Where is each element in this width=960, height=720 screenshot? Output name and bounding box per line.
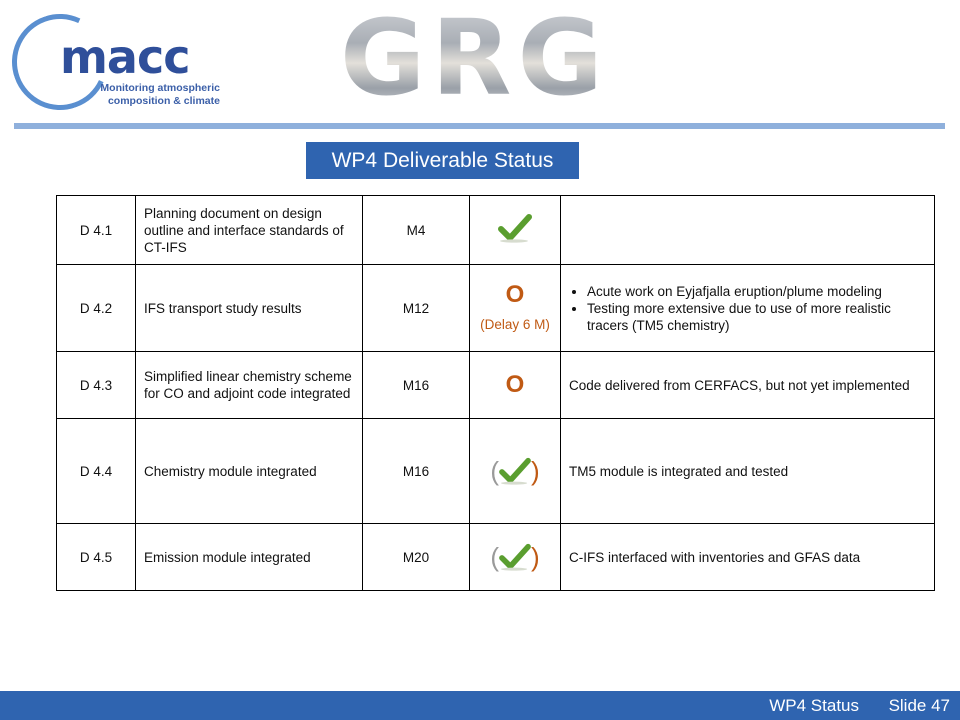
paren-right: ) (531, 542, 540, 572)
deliverable-comment (561, 196, 935, 265)
grg-logo (340, 0, 609, 119)
comment-item: • Testing more extensive due to use of more realistic tracers (TM5 chemistry) (587, 300, 924, 334)
check-icon (498, 213, 532, 243)
footer-bar (0, 691, 960, 720)
header-divider (14, 123, 945, 129)
deliverable-comment (561, 265, 935, 352)
table-row (57, 352, 935, 419)
deliverable-title: Simplified linear chemistry scheme for CO and adjoint code integrated (136, 352, 363, 419)
deliverable-title: IFS transport study results (136, 265, 363, 352)
table-row (57, 196, 935, 265)
macc-logo-tagline (90, 82, 220, 108)
slide-title: WP4 Deliverable Status (306, 142, 579, 179)
macc-logo-tagline-2: composition & climate (107, 95, 220, 107)
grg-logo-word: GRG (340, 0, 609, 119)
paren-left: ( (490, 542, 499, 572)
deliverable-id: D 4.2 (57, 265, 136, 352)
deliverable-month: M4 (363, 196, 470, 265)
deliverable-month: M16 (363, 419, 470, 524)
deliverable-month: M16 (363, 352, 470, 419)
in-progress-mark: O (505, 371, 525, 398)
deliverable-month: M12 (363, 265, 470, 352)
delay-note: (Delay 6 M) (480, 316, 550, 332)
deliverable-comment: TM5 module is integrated and tested (561, 419, 935, 524)
deliverables-table (56, 195, 935, 591)
check-icon (499, 543, 531, 571)
macc-logo-word: macc (60, 30, 190, 84)
deliverable-comment: C-IFS interfaced with inventories and GFAS data (561, 524, 935, 591)
slide-number: Slide 47 (888, 696, 950, 715)
deliverable-id: D 4.5 (57, 524, 136, 591)
deliverable-id: D 4.4 (57, 419, 136, 524)
deliverable-status (470, 265, 561, 352)
check-icon (499, 457, 531, 485)
deliverable-title: Chemistry module integrated (136, 419, 363, 524)
macc-logo-tagline-1: Monitoring atmospheric (100, 82, 220, 94)
paren-right: ) (531, 456, 540, 486)
macc-logo (8, 8, 228, 118)
footer-section: WP4 Status (769, 696, 859, 715)
in-progress-mark: O (505, 280, 525, 308)
table-row (57, 265, 935, 352)
comment-list (569, 283, 924, 334)
comment-item: • Acute work on Eyjafjalla eruption/plume modeling (587, 283, 924, 300)
table-row (57, 524, 935, 591)
deliverable-status (470, 419, 561, 524)
deliverable-month: M20 (363, 524, 470, 591)
deliverable-title: Planning document on design outline and interface standards of CT-IFS (136, 196, 363, 265)
deliverable-id: D 4.1 (57, 196, 136, 265)
paren-left: ( (490, 456, 499, 486)
deliverable-id: D 4.3 (57, 352, 136, 419)
deliverable-title: Emission module integrated (136, 524, 363, 591)
deliverable-status (470, 196, 561, 265)
table-row (57, 419, 935, 524)
deliverable-status (470, 352, 561, 419)
deliverable-comment: Code delivered from CERFACS, but not yet implemented (561, 352, 935, 419)
deliverable-status (470, 524, 561, 591)
